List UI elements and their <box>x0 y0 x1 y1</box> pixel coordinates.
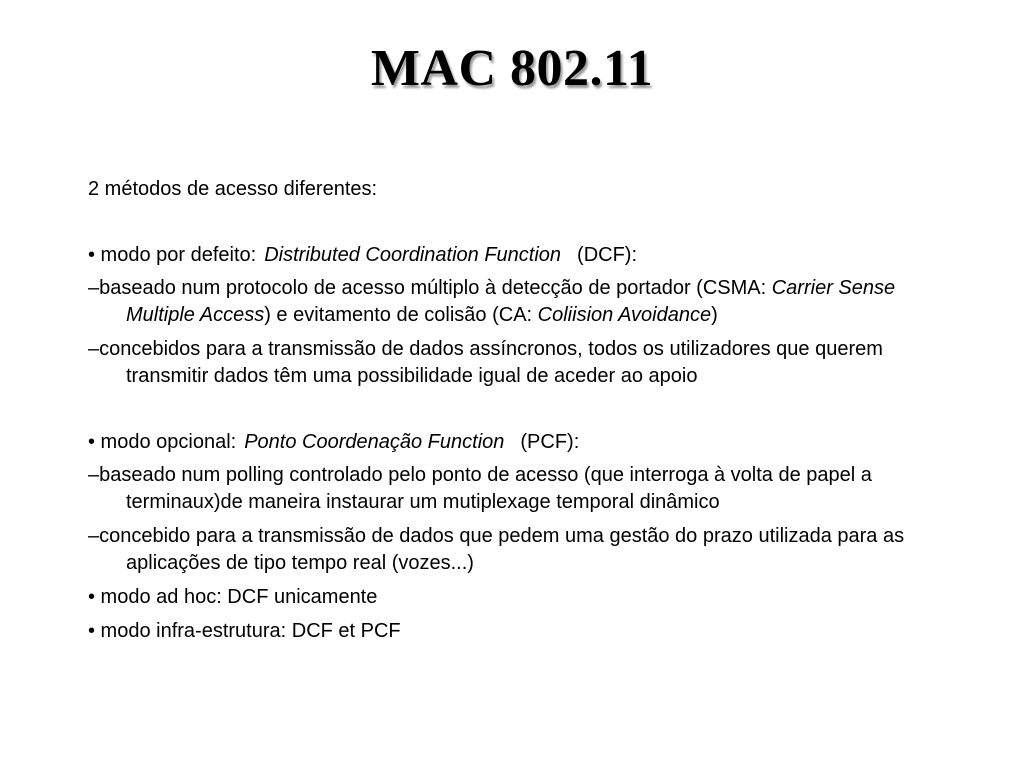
pcf-item-2: –concebido para a transmissão de dados que pedem uma gestão do prazo utilizada para as aplicações de tipo tempo real (vozes...) <box>88 525 905 574</box>
dcf-item-1-part1: –baseado num protocolo de acesso múltiplo à detecção de portador (CSMA: <box>88 277 772 299</box>
intro-text: 2 métodos de acesso diferentes: <box>88 178 378 200</box>
dcf-heading-suffix: (DCF): <box>577 244 638 266</box>
dcf-heading-italic: Distributed Coordination Function <box>264 244 562 266</box>
slide-title: MAC 802.11 <box>370 40 654 97</box>
pcf-heading-italic: Ponto Coordenação Function <box>244 431 505 453</box>
slide-body <box>88 176 958 645</box>
pcf-heading-suffix: (PCF): <box>520 431 580 453</box>
pcf-item-1: –baseado num polling controlado pelo ponto de acesso (que interroga à volta de papel a terminaux)de maneira instaurar um mutiplexage temporal dinâmico <box>88 464 872 513</box>
adhoc-mode: • modo ad hoc: DCF unicamente <box>88 586 378 608</box>
pcf-heading-prefix: • modo opcional: <box>88 431 237 453</box>
dcf-item-1-part3: ) <box>711 304 718 326</box>
pcf-heading <box>88 429 958 456</box>
dcf-item-1-part2: ) e evitamento de colisão (CA: <box>264 304 538 326</box>
infra-mode: • modo infra-estrutura: DCF et PCF <box>88 620 401 642</box>
dcf-item-2: –concebidos para a transmissão de dados assíncronos, todos os utilizadores que querem transmitir dados têm uma possibilidade igual de aceder ao apoio <box>88 338 883 387</box>
dcf-heading <box>88 242 958 269</box>
dcf-item-1 <box>88 275 958 329</box>
dcf-heading-prefix: • modo por defeito: <box>88 244 257 266</box>
dcf-item-1-italic2: Coliision Avoidance <box>537 304 712 326</box>
dcf-item-1-italic1: Carrier Sense Multiple Access <box>126 277 896 326</box>
